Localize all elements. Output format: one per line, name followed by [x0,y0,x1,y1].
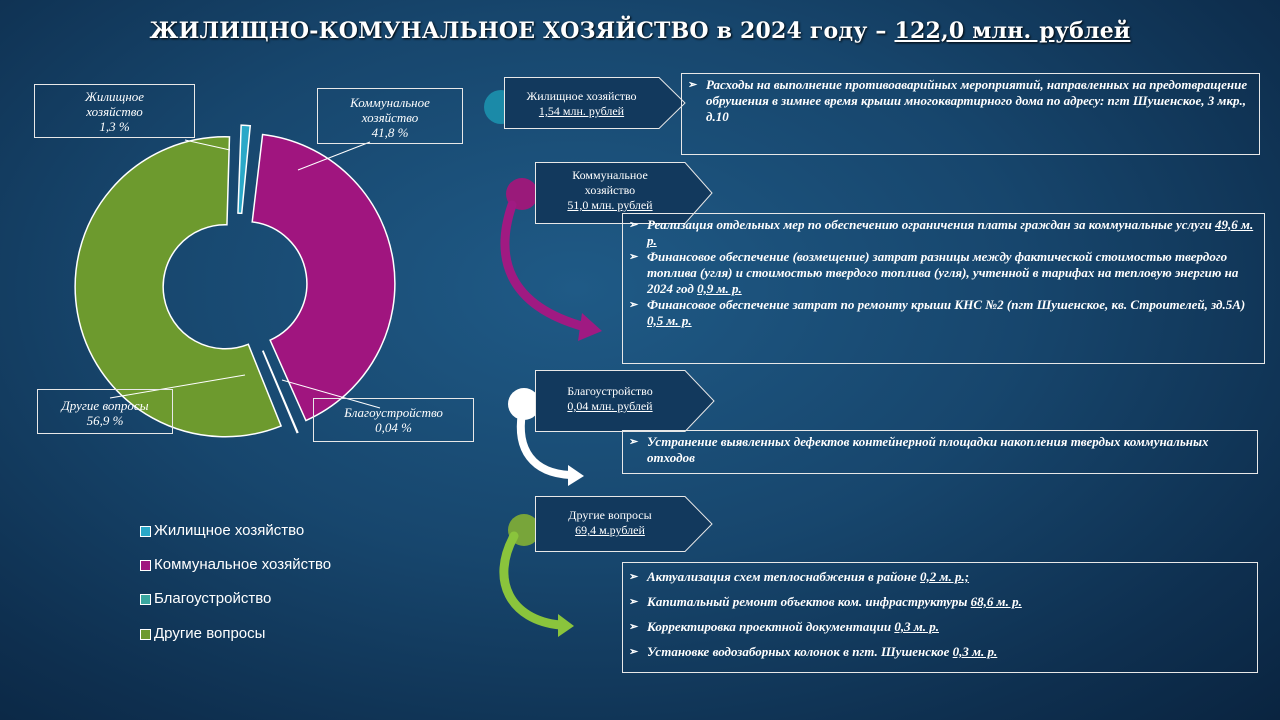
data-label-other-name: Другие вопросы [61,398,149,413]
detail-box-improvement [622,430,1258,474]
title-amount: 122,0 млн. рублей [894,18,1131,44]
section-housing-name: Жилищное хозяйство [526,89,637,103]
data-label-housing [34,84,195,138]
section-housing-amount: 1,54 млн. рублей [538,104,625,118]
detail-item-communal-0-text: Реализация отдельных мер по обеспечению ограничения платы граждан за коммунальные услуги [647,217,1216,232]
detail-item-other-0-amount: 0,2 м. р.; [920,569,970,584]
legend-swatch-other [140,629,151,640]
detail-item-other-0 [629,569,1251,585]
legend-label-improvement: Благоустройство [154,590,272,607]
detail-list-other [629,569,1251,660]
detail-item-communal-0-amount: 49,6 м. р. [647,217,1254,248]
detail-item-housing-0: ➢ Расходы на выполнение противоаварийных мероприятий, направленных на предотвращение обрушения в зимнее время крыши многоквартирного дома по адресу: пгт Шушенское, 3 мкр., д.10 [688,77,1253,125]
detail-item-other-2-amount: 0,3 м. р. [894,619,939,634]
detail-item-communal-2 [629,297,1258,329]
section-header-improvement [535,370,715,432]
section-improvement-name: Благоустройство [567,384,653,398]
data-label-improvement-name: Благоустройство [344,405,443,420]
section-other-amount: 69,4 м.рублей [575,523,645,537]
detail-item-other-2 [629,619,1251,635]
data-label-communal-value: 41,8 % [371,125,409,140]
legend-item-housing [140,522,304,539]
detail-box-other [622,562,1258,673]
slice-housing [238,125,250,213]
detail-item-improvement-0: ➢ Устранение выявленных дефектов контейнерной площадки накопления твердых коммунальных отходов [629,434,1251,466]
section-other-name: Другие вопросы [568,508,652,522]
legend-item-communal [140,556,331,573]
legend-item-other [140,625,265,642]
legend-label-communal: Коммунальное хозяйство [154,556,332,573]
section-header-housing [504,77,686,129]
data-label-communal [317,88,463,144]
detail-list-improvement [629,434,1251,466]
data-label-improvement [313,398,474,442]
legend-label-housing: Жилищное хозяйство [154,522,305,539]
detail-item-other-1-text: Капитальный ремонт объектов ком. инфраструктуры [647,594,971,609]
detail-item-communal-1-text: Финансовое обеспечение (возмещение) затрат разницы между фактической стоимостью твердого топлива (угля) и стоимостью твердого топлива (угля), учтенной в тарифах на тепловую энергию на 2024 год [647,249,1239,296]
section-communal-name: Коммунальное хозяйство [572,168,648,197]
legend-swatch-communal [140,560,151,571]
data-label-other-value: 56,9 % [86,413,124,428]
section-header-other [535,496,713,552]
detail-item-communal-1 [629,249,1258,297]
detail-item-communal-0 [629,217,1258,249]
section-communal-amount: 51,0 млн. рублей [567,198,653,212]
detail-box-communal [622,213,1265,364]
detail-item-other-3 [629,644,1251,660]
detail-item-other-1-amount: 68,6 м. р. [970,594,1022,609]
detail-item-other-3-amount: 0,3 м. р. [952,644,998,659]
legend-swatch-improvement [140,594,151,605]
data-label-housing-name: Жилищное хозяйство [84,89,145,119]
detail-list-housing [688,77,1253,125]
detail-item-communal-1-amount: 0,9 м. р. [697,281,742,296]
legend-item-improvement [140,590,271,607]
data-label-housing-value: 1,3 % [99,119,130,134]
page-title [0,18,1280,44]
detail-list-communal [629,217,1258,329]
data-label-communal-name: Коммунальное хозяйство [350,95,430,125]
detail-item-other-3-text: Установке водозаборных колонок в пгт. Шушенское [647,644,953,659]
legend-swatch-housing [140,526,151,537]
detail-item-communal-2-text: Финансовое обеспечение затрат по ремонту крыши КНС №2 (пгт Шушенское, кв. Строителей, зд.5А) [647,297,1246,312]
detail-box-housing [681,73,1260,155]
detail-item-other-1 [629,594,1251,610]
detail-item-communal-2-amount: 0,5 м. р. [647,313,692,328]
legend-label-other: Другие вопросы [154,625,266,642]
data-label-other [37,389,173,434]
section-improvement-amount: 0,04 млн. рублей [567,399,653,413]
detail-item-other-2-text: Корректировка проектной документации [647,619,895,634]
detail-item-other-0-text: Актуализация схем теплоснабжения в районе [647,569,921,584]
data-label-improvement-value: 0,04 % [375,420,412,435]
title-main: ЖИЛИЩНО-КОМУНАЛЬНОЕ ХОЗЯЙСТВО в 2024 году – [149,18,895,44]
